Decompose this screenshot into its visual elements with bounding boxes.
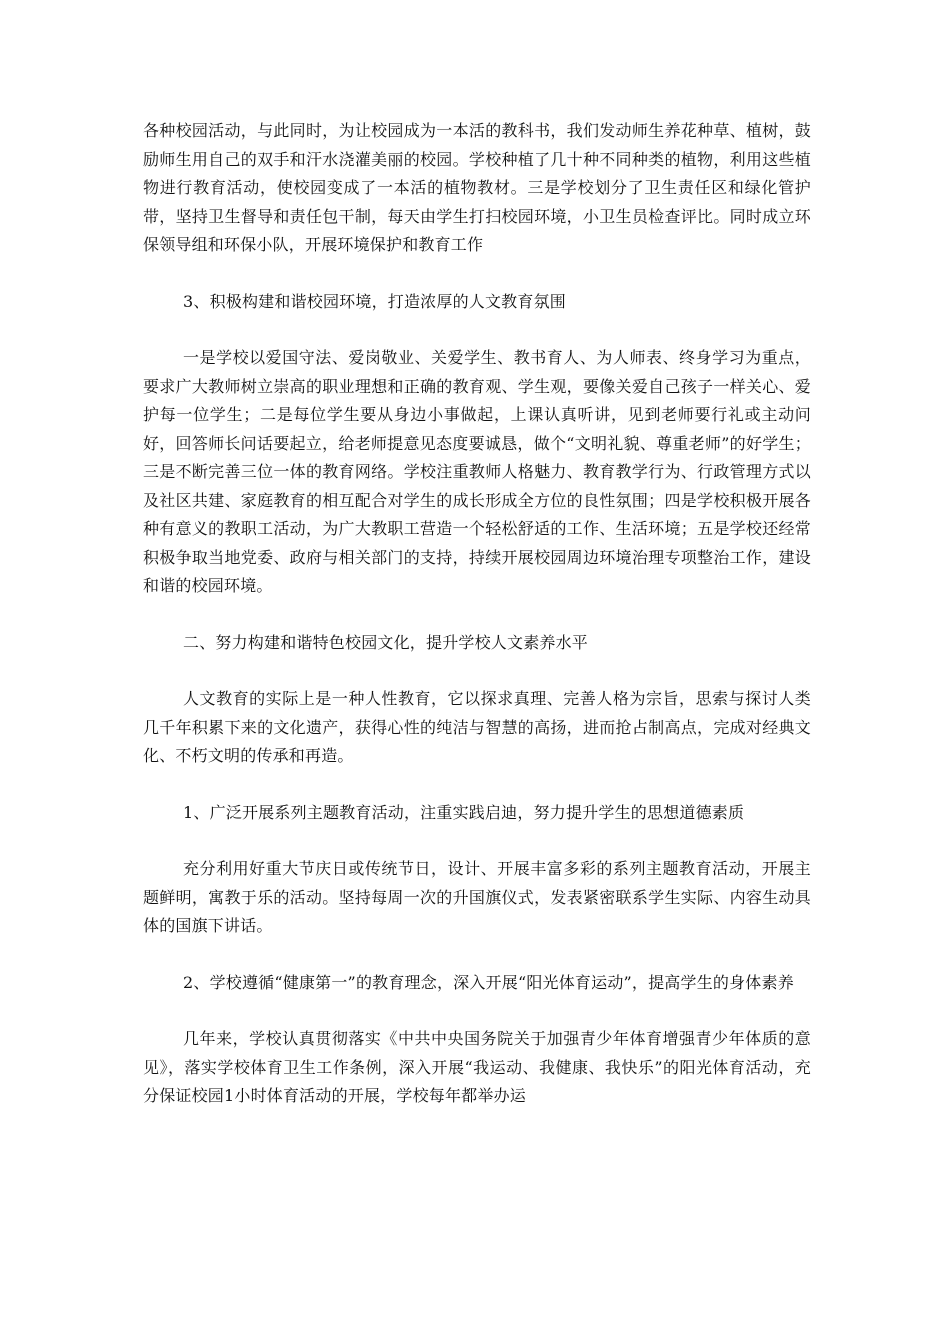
heading-sunshine-sports: 2、学校遵循“健康第一”的教育理念，深入开展“阳光体育运动”，提高学生的身体素养 bbox=[183, 972, 794, 992]
paragraph-physical-education: 几年来，学校认真贯彻落实《中共中央国务院关于加强青少年体育增强青少年体质的意见》，落实学校体育卫生工作条例，深入开展“我运动、我健康、我快乐”的阳光体育活动，充分保证校园1小时体育活动的开展，学校每年都举办运 bbox=[143, 1029, 811, 1105]
heading-harmonious-environment: 3、积极构建和谐校园环境，打造浓厚的人文教育氛围 bbox=[183, 291, 566, 311]
heading-theme-activities: 1、广泛开展系列主题教育活动，注重实践启迪，努力提升学生的思想道德素质 bbox=[183, 802, 745, 822]
paragraph-humanistic-atmosphere: 一是学校以爱国守法、爱岗敬业、关爱学生、教书育人、为人师表、终身学习为重点，要求广大教师树立崇高的职业理想和正确的教育观、学生观，要像关爱自己孩子一样关心、爱护每一位学生；二是每位学生要从身边小事做起，上课认真听讲，见到老师要行礼或主动问好，回答师长问话要起立，给老师提意见态度要诚恳，做个“文明礼貌、尊重老师”的好学生；三是不断完善三位一体的教育网络。学校注重教师人格魅力、教育教学行为、行政管理方式以及社区共建、家庭教育的相互配合对学生的成长形成全方位的良性氛围；四是学校积极开展各种有意义的教职工活动，为广大教职工营造一个轻松舒适的工作、生活环境；五是学校还经常积极争取当地党委、政府与相关部门的支持，持续开展校园周边环境治理专项整治工作，建设和谐的校园环境。 bbox=[143, 348, 811, 595]
paragraph-humanistic-education: 人文教育的实际上是一种人性教育，它以探求真理、完善人格为宗旨，思索与探讨人类几千年积累下来的文化遗产，获得心性的纯洁与智慧的高扬，进而抢占制高点，完成对经典文化、不朽文明的传承和再造。 bbox=[143, 689, 811, 765]
paragraph-festival-activities: 充分利用好重大节庆日或传统节日，设计、开展丰富多彩的系列主题教育活动，开展主题鲜明，寓教于乐的活动。坚持每周一次的升国旗仪式，发表紧密联系学生实际、内容生动具体的国旗下讲话。 bbox=[143, 859, 811, 935]
paragraph-campus-activities: 各种校园活动，与此同时，为让校园成为一本活的教科书，我们发动师生养花种草、植树，鼓励师生用自己的双手和汗水浇灌美丽的校园。学校种植了几十种不同种类的植物，利用这些植物进行教育活动，使校园变成了一本活的植物教材。三是学校划分了卫生责任区和绿化管护带，坚持卫生督导和责任包干制，每天由学生打扫校园环境，小卫生员检查评比。同时成立环保领导组和环保小队，开展环境保护和教育工作 bbox=[143, 121, 811, 254]
heading-campus-culture: 二、努力构建和谐特色校园文化，提升学校人文素养水平 bbox=[183, 632, 589, 652]
document-page bbox=[143, 117, 811, 1139]
